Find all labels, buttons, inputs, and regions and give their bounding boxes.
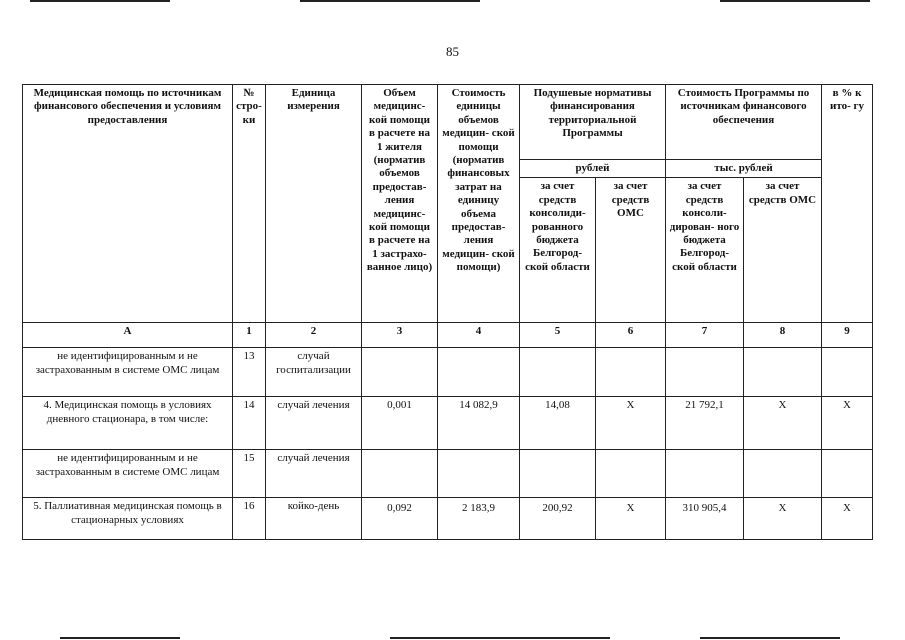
index-cell: 7 xyxy=(666,323,744,348)
header-col-a: Медицинская помощь по источникам финансового обеспечения и условиям предоставления xyxy=(23,85,233,323)
index-cell: 2 xyxy=(266,323,362,348)
row-percent xyxy=(822,348,873,397)
row-line-number: 16 xyxy=(233,498,266,540)
row-volume: 0,001 xyxy=(362,397,438,450)
table-row xyxy=(23,397,873,450)
row-unit: койко-день xyxy=(266,498,362,540)
index-cell: 8 xyxy=(744,323,822,348)
medical-care-table xyxy=(22,84,873,540)
header-col-8: за счет средств ОМС xyxy=(744,178,822,323)
row-volume xyxy=(362,348,438,397)
row-cost-budget xyxy=(666,450,744,498)
row-unit: случай госпитализации xyxy=(266,348,362,397)
header-group-program-cost: Стоимость Программы по источникам финансового обеспечения xyxy=(666,85,822,160)
row-volume: 0,092 xyxy=(362,498,438,540)
row-per-capita-oms: X xyxy=(596,498,666,540)
row-percent xyxy=(822,450,873,498)
row-name: не идентифицированным и не застрахованным в системе ОМС лицам xyxy=(23,450,233,498)
column-index-row xyxy=(23,323,873,348)
row-per-capita-budget: 200,92 xyxy=(520,498,596,540)
row-unit-cost: 2 183,9 xyxy=(438,498,520,540)
row-line-number: 14 xyxy=(233,397,266,450)
header-col-2: Единица измерения xyxy=(266,85,362,323)
index-cell: 6 xyxy=(596,323,666,348)
row-name: 4. Медицинская помощь в условиях дневного стационара, в том числе: xyxy=(23,397,233,450)
row-line-number: 15 xyxy=(233,450,266,498)
row-cost-budget: 21 792,1 xyxy=(666,397,744,450)
row-per-capita-oms: X xyxy=(596,397,666,450)
row-unit: случай лечения xyxy=(266,397,362,450)
row-cost-oms: X xyxy=(744,397,822,450)
row-cost-budget xyxy=(666,348,744,397)
header-col-1: № стро- ки xyxy=(233,85,266,323)
row-line-number: 13 xyxy=(233,348,266,397)
row-volume xyxy=(362,450,438,498)
row-per-capita-oms xyxy=(596,450,666,498)
row-unit: случай лечения xyxy=(266,450,362,498)
row-unit-cost xyxy=(438,450,520,498)
scan-edge-top-right xyxy=(720,0,870,2)
header-col-4: Стоимость единицы объемов медицин- ской помощи (норматив финансовых затрат на единицу объема предостав- ления медицин- ской помощи) xyxy=(438,85,520,323)
header-col-9: в % к ито- гу xyxy=(822,85,873,323)
table-row xyxy=(23,348,873,397)
row-percent: X xyxy=(822,498,873,540)
index-cell: 9 xyxy=(822,323,873,348)
row-cost-oms xyxy=(744,450,822,498)
header-unit-rubles: рублей xyxy=(520,160,666,178)
row-cost-oms xyxy=(744,348,822,397)
index-cell: 1 xyxy=(233,323,266,348)
index-cell: 3 xyxy=(362,323,438,348)
index-cell: А xyxy=(23,323,233,348)
header-unit-thousand-rubles: тыс. рублей xyxy=(666,160,822,178)
header-col-6: за счет средств ОМС xyxy=(596,178,666,323)
row-cost-oms: X xyxy=(744,498,822,540)
row-unit-cost xyxy=(438,348,520,397)
row-per-capita-oms xyxy=(596,348,666,397)
table-row xyxy=(23,450,873,498)
row-per-capita-budget: 14,08 xyxy=(520,397,596,450)
row-cost-budget: 310 905,4 xyxy=(666,498,744,540)
row-name: не идентифицированным и не застрахованным в системе ОМС лицам xyxy=(23,348,233,397)
index-cell: 5 xyxy=(520,323,596,348)
scan-edge-bottom-right xyxy=(700,637,840,639)
page-number: 85 xyxy=(446,44,459,59)
index-cell: 4 xyxy=(438,323,520,348)
scan-edge-top-mid xyxy=(300,0,480,2)
header-col-7: за счет средств консоли- дирован- ного бюджета Белгород- ской области xyxy=(666,178,744,323)
row-per-capita-budget xyxy=(520,450,596,498)
scan-edge-bottom-left xyxy=(60,637,180,639)
row-name: 5. Паллиативная медицинская помощь в стационарных условиях xyxy=(23,498,233,540)
scan-edge-bottom-mid xyxy=(390,637,610,639)
row-percent: X xyxy=(822,397,873,450)
scan-edge-top-left xyxy=(30,0,170,2)
table-row xyxy=(23,498,873,540)
row-per-capita-budget xyxy=(520,348,596,397)
header-col-5: за счет средств консолиди- рованного бюджета Белгород- ской области xyxy=(520,178,596,323)
header-group-per-capita: Подушевые нормативы финансирования территориальной Программы xyxy=(520,85,666,160)
header-col-3: Объем медицинс- кой помощи в расчете на 1 жителя (норматив объемов предостав- ления медицинс- кой помощи в расчете на 1 застрахо- ванное лицо) xyxy=(362,85,438,323)
row-unit-cost: 14 082,9 xyxy=(438,397,520,450)
